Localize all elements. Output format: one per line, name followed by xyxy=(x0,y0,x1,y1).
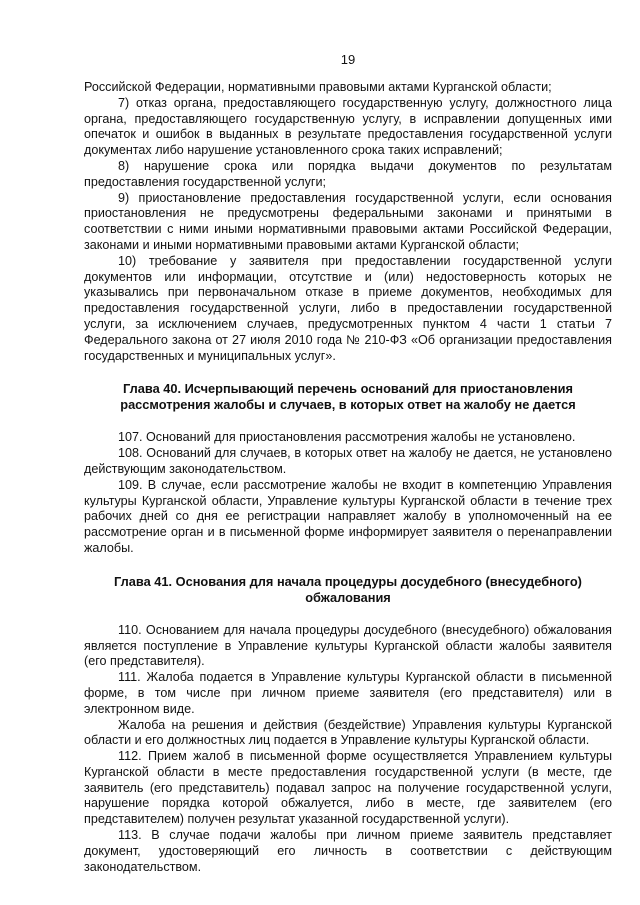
paragraph-continuation: Российской Федерации, нормативными правовыми актами Курганской области; xyxy=(84,80,552,94)
paragraph-111: 111. Жалоба подается в Управление культуры Курганской области в письменной форме, в том числе при личном приеме заявителя (его представителя) или в электронном виде. xyxy=(84,670,612,716)
paragraph-112: 112. Прием жалоб в письменной форме осуществляется Управлением культуры Курганской области в месте предоставления государственной услуги (в месте, где заявитель (его представитель) подавал запрос на получение государственной услуги, нарушение порядка которой обжалуется, либо в месте, где заявителем (его представителем) получен результат указанной государственной услуги). xyxy=(84,749,612,827)
paragraph-109: 109. В случае, если рассмотрение жалобы не входит в компетенцию Управления культуры Курганской области, Управление культуры Курганской области в течение трех рабочих дней со дня ее регистрации направляет жалобу в уполномоченный на ее рассмотрение орган и в письменной форме информирует заявителя о перенаправлении жалобы. xyxy=(84,477,612,555)
list-item-8: 8) нарушение срока или порядка выдачи документов по результатам предоставления государственной услуги; xyxy=(84,158,612,189)
chapter-41-heading: Глава 41. Основания для начала процедуры досудебного (внесудебного) обжалования xyxy=(114,573,582,605)
document-page xyxy=(84,52,612,875)
page-number: 19 xyxy=(340,52,356,67)
list-item-9: 9) приостановление предоставления государственной услуги, если основания приостановления не предусмотрены федеральными законами и принятыми в соответствии с ними иными нормативными правовыми актами Российской Федерации, законами и иными нормативными правовыми актами Курганской области; xyxy=(84,190,612,252)
paragraph-113: 113. В случае подачи жалобы при личном приеме заявитель представляет документ, удостоверяющий его личность в соответствии с действующим законодательством. xyxy=(84,828,612,874)
paragraph-111-continued: Жалоба на решения и действия (бездействие) Управления культуры Курганской области и его должностных лиц подается в Управление культуры Курганской области. xyxy=(84,717,612,748)
chapter-40-heading: Глава 40. Исчерпывающий перечень оснований для приостановления рассмотрения жалобы и случаев, в которых ответ на жалобу не дается xyxy=(120,381,576,413)
paragraph-108: 108. Оснований для случаев, в которых ответ на жалобу не дается, не установлено действующим законодательством. xyxy=(84,446,612,476)
paragraph-110: 110. Основанием для начала процедуры досудебного (внесудебного) обжалования является поступление в Управление культуры Курганской области жалобы заявителя (его представителя). xyxy=(84,622,612,669)
list-item-10: 10) требование у заявителя при предоставлении государственной услуги документов или информации, отсутствие и (или) недостоверность которых не указывались при первоначальном отказе в приеме документов, необходимых для предоставления государственной услуги, либо в предоставлении государственной услуги, за исключением случаев, предусмотренных пунктом 4 части 1 статьи 7 Федерального закона от 27 июля 2010 года № 210-ФЗ «Об организации предоставления государственных и муниципальных услуг». xyxy=(84,253,612,363)
list-item-7: 7) отказ органа, предоставляющего государственную услугу, должностного лица органа, предоставляющего государственную услугу, в исправлении допущенных ими опечаток и ошибок в выданных в результате предоставления государственной услуги документах либо нарушение установленного срока таких исправлений; xyxy=(84,95,612,158)
paragraph-107: 107. Оснований для приостановления рассмотрения жалобы не установлено. xyxy=(118,430,576,445)
